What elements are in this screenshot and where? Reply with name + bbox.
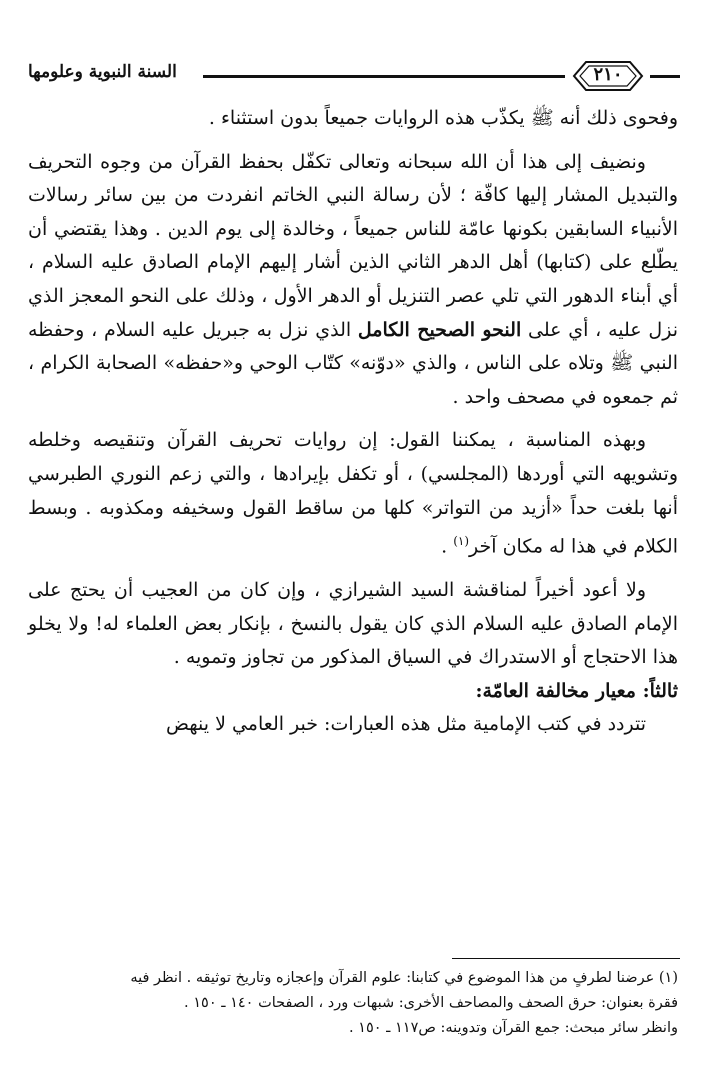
footnote-rule bbox=[452, 958, 680, 959]
paragraph-2-end: الذي نزل به جبريل عليه السلام ، وحفظه النبي ﷺ وتلاه على الناس ، والذي «دوّنه» كتّاب الوحي و«حفظه» الصحابة الكرام ، ثم جمعوه في مصحف واحد . bbox=[28, 318, 678, 408]
paragraph-4: ولا أعود أخيراً لمناقشة السيد الشيرازي ، وإن كان من العجيب أن يحتج على الإمام الصادق عليه السلام الذي كان يقول بالنسخ ، بإنكار بعض العلماء له! ولا يخلو هذا الاحتجاج أو الاستدراك في السياق المذكور من تجاوز وتمويه . bbox=[28, 579, 678, 669]
footnote-line-2: فقرة بعنوان: حرق الصحف والمصاحف الأخرى: شبهات ورد ، الصفحات ١٤٠ ـ ١٥٠ . bbox=[184, 995, 678, 1011]
paragraph-5: تتردد في كتب الإمامية مثل هذه العبارات: خبر العامي لا ينهض bbox=[166, 713, 646, 736]
paragraph-2-text: ونضيف إلى هذا أن الله سبحانه وتعالى تكفّل بحفظ القرآن من وجوه التحريف والتبديل المشار إليها كافّة ؛ لأن رسالة النبي الخاتم انفردت من بين سائر رسالات الأنبياء السابقين بكونها عامّة للناس جميعاً ، وخالدة إلى يوم الدين . وهذا يقتضي أن يطّلع على (كتابها) أهل الدهر الثاني الذين أشار إليهم الإمام الصادق عليه السلام ، أي أبناء الدهور التي تلي عصر التنزيل أو الدهر الأول ، وذلك على النحو المعجز الذي نزل عليه ، أي على bbox=[28, 150, 678, 341]
paragraph-3 bbox=[28, 424, 678, 564]
paragraph-2-bold: النحو الصحيح الكامل bbox=[357, 318, 522, 341]
footnote-line-3: وانظر سائر مبحث: جمع القرآن وتدوينه: ص١١٧ ـ ١٥٠ . bbox=[348, 1020, 678, 1036]
footnote-marker: (١) bbox=[453, 534, 470, 549]
page-number: ٢١٠ bbox=[593, 64, 623, 85]
paragraph-3-text: وبهذه المناسبة ، يمكننا القول: إن روايات تحريف القرآن وتنقيصه وخلطه وتشويهه التي أوردها (المجلسي) ، أو تكفل بإيرادها ، والتي زعم النوري الطبرسي أنها بلغت حداً «أزيد من التواتر» كلها من ساقط القول وسخيفه ومكذوبه . وبسط الكلام في هذا له مكان آخر bbox=[28, 429, 678, 558]
paragraph-1: وفحوى ذلك أنه ﷺ يكذّب هذه الروايات جميعاً بدون استثناء . bbox=[208, 107, 678, 129]
main-text bbox=[28, 102, 678, 742]
footnote-line-1: (١) عرضنا لطرفٍ من هذا الموضوع في كتابنا: علوم القرآن وإعجازه وتاريخ توثيقه . انظر فيه bbox=[130, 970, 678, 986]
header-rule-right bbox=[650, 75, 680, 78]
section-heading: ثالثاً: معيار مخالفة العامّة: bbox=[475, 679, 678, 702]
footnotes bbox=[28, 966, 678, 1041]
paragraph-3-end: . bbox=[441, 535, 454, 558]
paragraph-2 bbox=[28, 146, 678, 415]
running-title: السنة النبوية وعلومها bbox=[28, 62, 177, 82]
header-rule bbox=[203, 75, 565, 78]
page-header bbox=[28, 52, 680, 96]
